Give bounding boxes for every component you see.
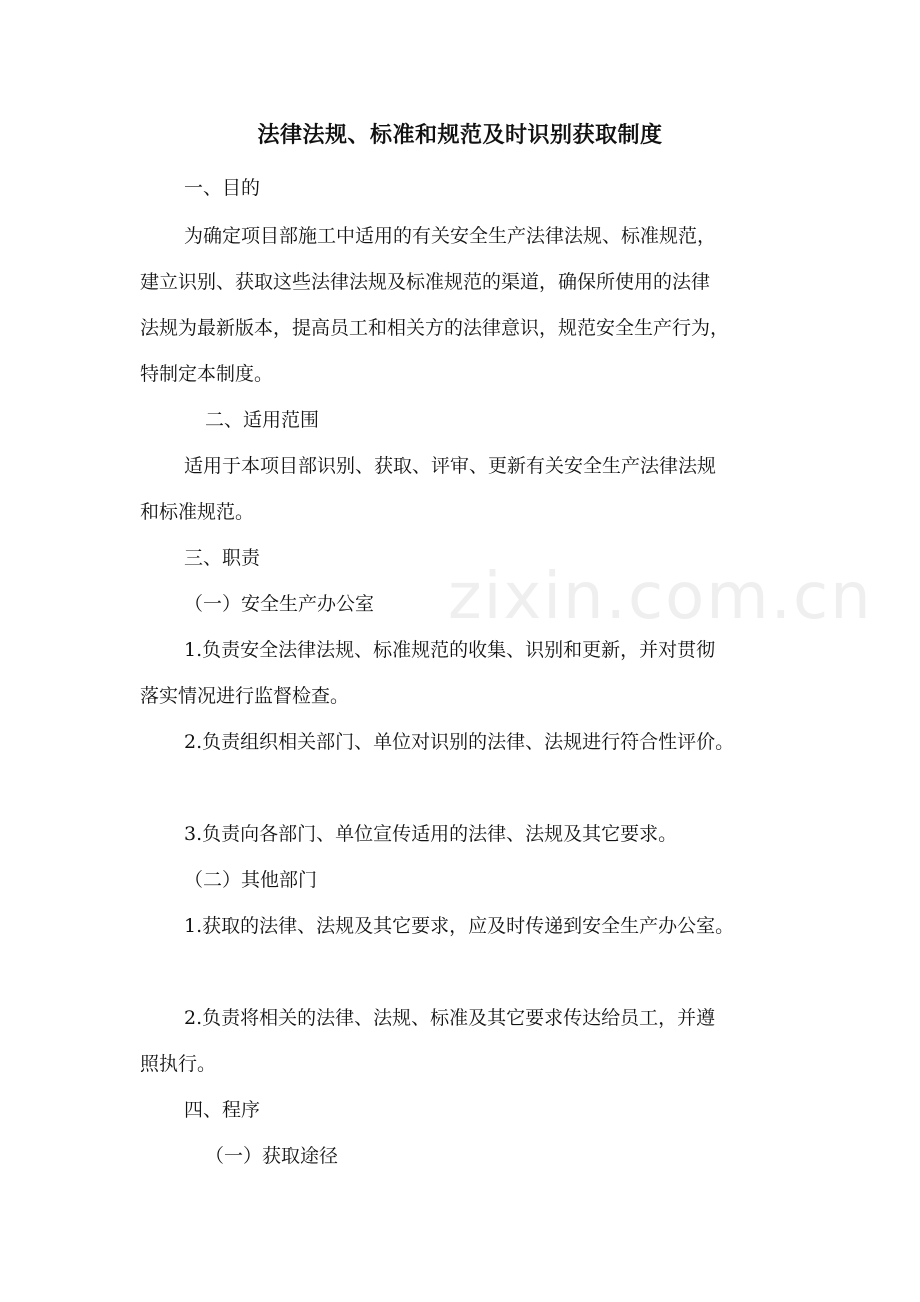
section-heading-duties: 三、职责 [184,547,261,569]
section-heading-purpose: 一、目的 [184,177,261,199]
subsection-heading-safety-office: （一）安全生产办公室 [184,593,375,615]
section-heading-scope: 二、适用范围 [205,409,320,431]
document-title: 法律法规、标准和规范及时识别获取制度 [257,123,663,148]
paragraph-line: 和标准规范。 [140,501,255,523]
list-item-line: 落实情况进行监督检查。 [140,685,350,707]
paragraph-line: 适用于本项目部识别、获取、评审、更新有关安全生产法律法规 [184,455,717,477]
section-heading-procedure: 四、程序 [184,1099,261,1121]
paragraph-line: 建立识别、获取这些法律法规及标准规范的渠道，确保所使用的法律 [140,271,711,293]
list-item-line: 2.负责组织相关部门、单位对识别的法律、法规进行符合性评价。 [184,731,735,753]
list-item-line: 2.负责将相关的法律、法规、标准及其它要求传达给员工，并遵 [184,1007,716,1029]
list-item-line: 3.负责向各部门、单位宣传适用的法律、法规及其它要求。 [184,823,678,845]
subsection-heading-other-departments: （二）其他部门 [184,869,318,891]
list-item-line: 1.负责安全法律法规、标准规范的收集、识别和更新，并对贯彻 [184,639,716,661]
list-item-line: 照执行。 [140,1053,217,1075]
paragraph-line: 为确定项目部施工中适用的有关安全生产法律法规、标准规范， [184,225,717,247]
watermark: zixin.com.cn [448,560,873,634]
paragraph-line: 特制定本制度。 [140,363,274,385]
paragraph-line: 法规为最新版本，提高员工和相关方的法律意识，规范安全生产行为， [140,317,730,339]
subsection-heading-acquisition: （一）获取途径 [205,1145,339,1167]
list-item-line: 1.获取的法律、法规及其它要求，应及时传递到安全生产办公室。 [184,915,735,937]
